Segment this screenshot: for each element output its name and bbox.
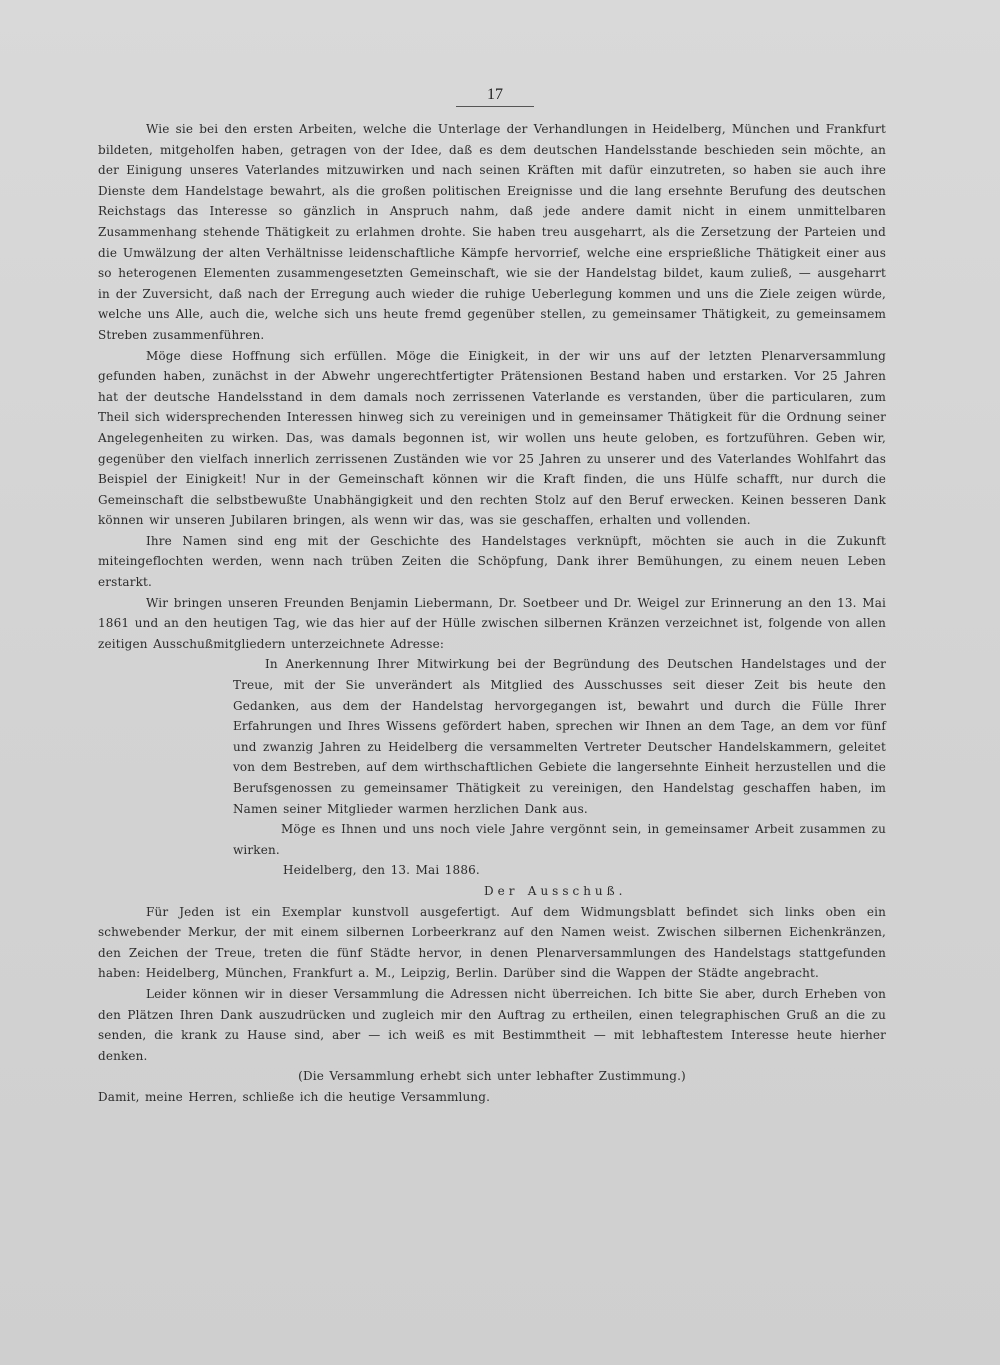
address-quote-wish: Möge es Ihnen und uns noch viele Jahre vergönnt sein, in gemeinsamer Arbeit zusammen zu wirken. — [233, 822, 886, 857]
paragraph-names-history: Ihre Namen sind eng mit der Geschichte des Handelstages verknüpft, möchten sie auch in die Zukunft miteingeflochten werden, wenn nach trüben Zeiten die Schöpfung, Dank ihrer Bemühungen, zu einem neuen Leben erstarkt. — [98, 533, 886, 590]
body-text — [98, 119, 886, 1108]
paragraph-address-intro: Wir bringen unseren Freunden Benjamin Liebermann, Dr. Soetbeer und Dr. Weigel zur Erinnerung an den 13. Mai 1861 und an den heutigen Tag, wie das hier auf der Hülle zwischen silbernen Kränzen verzeichnet ist, folgende von allen zeitigen Ausschußmitgliedern unterzeichnete Adresse: — [98, 595, 886, 651]
address-signature: Der Ausschuß. — [484, 883, 627, 898]
address-quote-main: In Anerkennung Ihrer Mitwirkung bei der Begründung des Deutschen Handelstages und der Treue, mit der Sie unverändert als Mitglied des Ausschusses seit dieser Zeit bis heute den Gedanken, aus dem der Handelstag hervorgegangen ist, bewahrt und durch die Fülle Ihrer Erfahrungen und Ihres Wissens gefördert haben, sprechen wir Ihnen an dem Tage, an dem vor fünf und zwanzig Jahren zu Heidelberg die versammelten Vertreter Deutscher Handelskammern, geleitet von dem Bestreben, auf dem wirthschaftlichen Gebiete die langersehnte Einheit herzustellen und die Berufsgenossen zu gemeinsamer Thätigkeit zu vereinigen, den Handelstag geschaffen haben, im Namen seiner Mitglieder warmen herzlichen Dank aus. — [233, 657, 886, 816]
page-number-rule — [456, 106, 534, 107]
page-number: 17 — [487, 86, 503, 103]
closing-line: Damit, meine Herren, schließe ich die heutige Versammlung. — [98, 1089, 491, 1104]
paragraph-hope-unity: Möge diese Hoffnung sich erfüllen. Möge die Einigkeit, in der wir uns auf der letzten Plenarversammlung gefunden haben, zunächst in der Abwehr ungerechtfertigter Prätensionen Bestand haben und erstarken. Vor 25 Jahren hat der deutsche Handelsstand in dem damals noch zerrissenen Vaterlande es verstanden, über die particularen, zum Theil sich widersprechenden Interessen hinweg sich zu vereinigen und in gemeinsamer Thätigkeit für die Ordnung seiner Angelegenheiten zu wirken. Das, was damals begonnen ist, wir wollen uns heute geloben, es fortzuführen. Geben wir, gegenüber den vielfach innerlich zerrissenen Zuständen wie vor 25 Jahren zu unserer und des Vaterlandes Wohlfahrt das Beispiel der Einigkeit! Nur in der Gemeinschaft können wir die Kraft finden, die uns Hülfe schafft, nur durch die Gemeinschaft die selbstbewußte Unabhängigkeit und den rechten Stolz auf den Beruf erwecken. Keinen besseren Dank können wir unseren Jubilaren bringen, als wenn wir das, was sie geschaffen, erhalten und vollenden. — [98, 348, 886, 528]
address-place-date: Heidelberg, den 13. Mai 1886. — [283, 863, 480, 878]
paragraph-exemplar: Für Jeden ist ein Exemplar kunstvoll ausgefertigt. Auf dem Widmungsblatt befindet sich links oben ein schwebender Merkur, der mit einem silbernen Lorbeerkranz auf den Namen weist. Zwischen silbernen Eichenkränzen, den Zeichen der Treue, treten die fünf Städte hervor, in denen Plenarversammlungen des Handelstags stattgefunden haben: Heidelberg, München, Frankfurt a. M., Leipzig, Berlin. Darüber sind die Wappen der Städte angebracht. — [98, 904, 886, 981]
applause-note: (Die Versammlung erhebt sich unter lebhafter Zustimmung.) — [298, 1069, 686, 1084]
paragraph-telegram: Leider können wir in dieser Versammlung die Adressen nicht überreichen. Ich bitte Sie aber, durch Erheben von den Plätzen Ihren Dank auszudrücken und zugleich mir den Auftrag zu ertheilen, einen telegraphischen Gruß an die zu senden, die krank zu Hause sind, aber — ich weiß es mit Bestimmtheit — mit lebhaftestem Interesse heute hierher denken. — [98, 986, 886, 1063]
paragraph-jubilee-work: Wie sie bei den ersten Arbeiten, welche die Unterlage der Verhandlungen in Heidelberg, München und Frankfurt bildeten, mitgeholfen haben, getragen von der Idee, daß es dem deutschen Handelsstande beschieden sein möchte, an der Einigung unseres Vaterlandes mitzuwirken und nach seinen Kräften mit dafür einzutreten, so haben sie auch ihre Dienste dem Handelstage bewahrt, als die großen politischen Ereignisse und die lang ersehnte Berufung des deutschen Reichstags das Interesse so gänzlich in Anspruch nahm, daß jede andere damit nicht in einem unmittelbaren Zusammenhang stehende Thätigkeit zu erlahmen drohte. Sie haben treu ausgeharrt, als die Zersetzung der Parteien und die Umwälzung der alten Verhältnisse leidenschaftliche Kämpfe hervorrief, welche eine ersprießliche Thätigkeit einer aus so heterogenen Elementen zusammengesetzten Gemeinschaft, wie sie der Handelstag bildet, kaum zuließ, — ausgeharrt in der Zuversicht, daß nach der Erregung auch wieder die ruhige Ueberlegung kommen und uns die Ziele zeigen würde, welche uns Alle, auch die, welche sich uns heute fremd gegenüber stellen, zu gemeinsamer Thätigkeit, zu gemeinsamem Streben zusammenführen. — [98, 122, 886, 342]
